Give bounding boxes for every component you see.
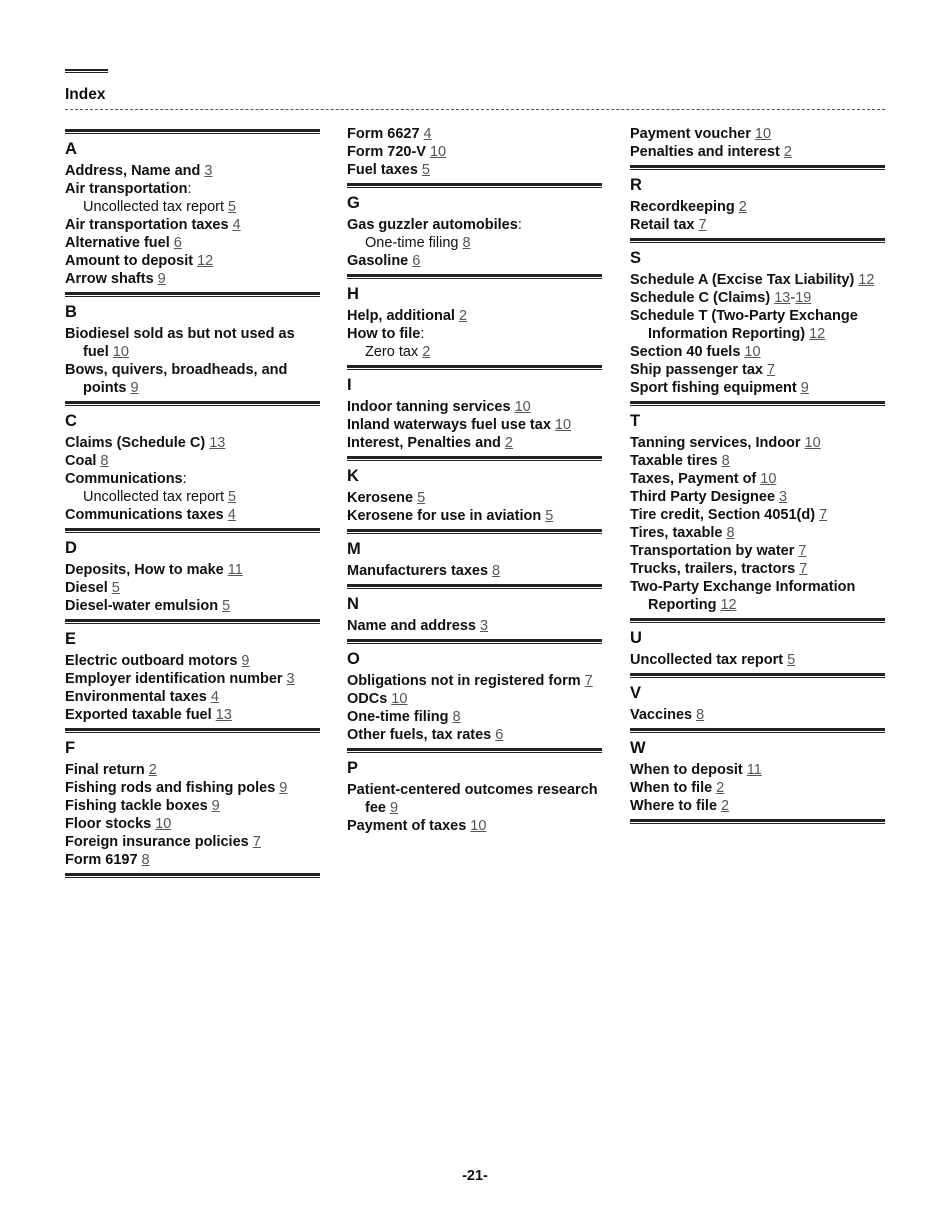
page-link[interactable]: 4 (227, 507, 236, 523)
index-entry (347, 708, 602, 726)
page-link[interactable]: 9 (130, 380, 139, 396)
page-link[interactable]: 12 (858, 272, 875, 288)
page-link[interactable]: 3 (479, 618, 489, 634)
index-subentry (65, 488, 320, 506)
section-divider (347, 584, 602, 589)
section-divider (347, 639, 602, 644)
section-letter: B (65, 303, 77, 321)
entry-term: Payment of taxes (347, 818, 467, 834)
index-entry (65, 688, 320, 706)
page-link[interactable]: 13 (774, 290, 791, 306)
page-link[interactable]: 6 (495, 727, 504, 743)
entry-term: Air transportation taxes (65, 217, 229, 233)
entry-term: Third Party Designee (630, 489, 776, 505)
section-divider (630, 238, 885, 243)
entry-term: Tires, taxable (630, 525, 723, 541)
section-divider (347, 456, 602, 461)
entry-term: Taxes, Payment of (630, 471, 757, 487)
section-letter: I (347, 376, 352, 394)
index-section (630, 165, 885, 234)
page-link[interactable]: 7 (798, 543, 807, 559)
page-link[interactable]: 10 (804, 435, 821, 451)
index-section (347, 183, 602, 270)
page-link[interactable]: 8 (696, 707, 705, 723)
index-entry (630, 289, 885, 307)
index-section (347, 748, 602, 835)
index-section (65, 728, 320, 878)
index-entry (347, 489, 602, 507)
index-entry (65, 652, 320, 670)
entry-colon: : (517, 217, 522, 233)
entry-colon: : (420, 326, 425, 342)
page-link[interactable]: 19 (795, 290, 812, 306)
page-link[interactable]: 8 (492, 563, 501, 579)
entry-term: Exported taxable fuel (65, 707, 212, 723)
index-section (65, 401, 320, 524)
page-link[interactable]: 3 (779, 489, 788, 505)
index-section (65, 528, 320, 615)
index-entry (347, 325, 602, 343)
entry-term: Final return (65, 762, 145, 778)
page-link[interactable]: 5 (228, 199, 237, 215)
entry-term: Bows, quivers, broadheads, and points (65, 362, 288, 396)
entry-term: Gas guzzler automobiles (347, 217, 518, 233)
page-link[interactable]: 9 (157, 271, 166, 287)
index-entry (630, 651, 885, 669)
index-column-3 (630, 125, 885, 829)
page-number: -21- (462, 1168, 488, 1184)
entry-term: Where to file (630, 798, 718, 814)
entry-term: Tire credit, Section 4051(d) (630, 507, 816, 523)
section-letter: F (65, 739, 76, 757)
index-entry (630, 361, 885, 379)
index-entry (347, 307, 602, 325)
entry-term: Payment voucher (630, 126, 751, 142)
entry-term: Kerosene (347, 490, 414, 506)
page-link[interactable]: 4 (232, 217, 241, 233)
section-divider (65, 129, 320, 134)
index-entry (347, 398, 602, 416)
section-letter: N (347, 595, 359, 613)
index-entry (347, 434, 602, 452)
section-letter: E (65, 630, 77, 648)
page-link[interactable]: 3 (204, 163, 213, 179)
entry-term: Penalties and interest (630, 144, 780, 160)
index-entry (630, 524, 885, 542)
index-section (630, 238, 885, 397)
entry-term: Other fuels, tax rates (347, 727, 492, 743)
index-section (347, 639, 602, 744)
section-letter: O (347, 650, 360, 668)
section-letter: S (630, 249, 642, 267)
entry-term: Kerosene for use in aviation (347, 508, 542, 524)
entry-term: Coal (65, 453, 97, 469)
page-link[interactable]: 9 (800, 380, 809, 396)
entry-term: When to deposit (630, 762, 743, 778)
index-entry (347, 562, 602, 580)
index-entry (65, 579, 320, 597)
section-letter: T (630, 412, 641, 430)
entry-term: Schedule A (Excise Tax Liability) (630, 272, 855, 288)
section-letter: G (347, 194, 360, 212)
index-subentry (347, 234, 602, 252)
page-link[interactable]: 10 (760, 471, 777, 487)
index-entry (65, 797, 320, 815)
section-divider (65, 873, 320, 878)
page-link[interactable]: 5 (545, 508, 554, 524)
section-divider (630, 618, 885, 623)
section-divider (630, 819, 885, 824)
entry-term: Gasoline (347, 253, 409, 269)
section-divider (65, 292, 320, 297)
page-link[interactable]: 8 (141, 852, 150, 868)
section-divider (347, 529, 602, 534)
index-section (347, 274, 602, 361)
page-link[interactable]: 2 (721, 798, 730, 814)
entry-term: Sport fishing equipment (630, 380, 797, 396)
page-link[interactable]: 8 (462, 235, 471, 251)
index-section (630, 618, 885, 669)
page-link[interactable]: 8 (452, 709, 461, 725)
index-entry (65, 162, 320, 180)
index-entry (65, 706, 320, 724)
entry-term: Fishing rods and fishing poles (65, 780, 276, 796)
page-link[interactable]: 7 (766, 362, 776, 378)
page-link[interactable]: 5 (421, 162, 430, 178)
page-link[interactable]: 6 (412, 253, 421, 269)
index-entry (630, 578, 885, 614)
index-section (347, 125, 602, 179)
index-section (347, 365, 602, 452)
index-entry (630, 307, 885, 343)
entry-term: Electric outboard motors (65, 653, 238, 669)
page-link[interactable]: 12 (197, 253, 214, 269)
section-letter: D (65, 539, 77, 557)
entry-term: Diesel-water emulsion (65, 598, 219, 614)
section-divider (630, 673, 885, 678)
index-entry (65, 270, 320, 288)
entry-term: Help, additional (347, 308, 455, 324)
index-column-1 (65, 125, 320, 883)
entry-term: ODCs (347, 691, 388, 707)
index-section (630, 673, 885, 724)
index-entry (347, 781, 602, 817)
page-link[interactable]: 2 (148, 762, 157, 778)
entry-term: Transportation by water (630, 543, 795, 559)
index-entry (65, 180, 320, 198)
section-letter: K (347, 467, 359, 485)
index-entry (65, 833, 320, 851)
entry-term: Patient-centered outcomes research fee (347, 782, 598, 816)
entry-term: Alternative fuel (65, 235, 170, 251)
index-entry (630, 434, 885, 452)
entry-colon: : (182, 471, 187, 487)
index-section (65, 129, 320, 288)
page-link[interactable]: 12 (809, 326, 826, 342)
index-entry (65, 361, 320, 397)
index-subentry (347, 343, 602, 361)
page-link[interactable]: 10 (112, 344, 129, 360)
index-entry (65, 470, 320, 488)
section-divider (347, 183, 602, 188)
entry-term: When to file (630, 780, 713, 796)
index-entry (630, 779, 885, 797)
entry-term: Schedule T (Two-Party Exchange Information Reporting) (630, 308, 858, 342)
entry-term: Taxable tires (630, 453, 718, 469)
page-link[interactable]: 13 (215, 707, 232, 723)
index-entry (65, 761, 320, 779)
section-letter: R (630, 176, 642, 194)
page-link[interactable]: 2 (738, 199, 747, 215)
index-entry (65, 434, 320, 452)
section-divider (630, 728, 885, 733)
page-link[interactable]: 7 (252, 834, 261, 850)
index-entry (347, 690, 602, 708)
entry-term: Fishing tackle boxes (65, 798, 208, 814)
entry-label: One-time filing (365, 235, 459, 251)
entry-term: Foreign insurance policies (65, 834, 249, 850)
page-link[interactable]: 11 (227, 562, 243, 578)
entry-term: Amount to deposit (65, 253, 194, 269)
page-link[interactable]: 9 (389, 800, 399, 816)
index-entry (630, 216, 885, 234)
entry-term: Vaccines (630, 707, 693, 723)
entry-term: Arrow shafts (65, 271, 154, 287)
entry-term: Environmental taxes (65, 689, 207, 705)
page-link[interactable]: 12 (720, 597, 737, 613)
page-link[interactable]: 8 (100, 453, 109, 469)
title-divider (65, 109, 885, 110)
entry-term: Obligations not in registered form (347, 673, 581, 689)
index-entry (65, 216, 320, 234)
section-letter: P (347, 759, 359, 777)
index-entry (65, 506, 320, 524)
index-entry (65, 815, 320, 833)
entry-label: Uncollected tax report (83, 489, 225, 505)
entry-term: Communications taxes (65, 507, 224, 523)
index-entry (347, 817, 602, 835)
index-entry (630, 271, 885, 289)
index-section (630, 401, 885, 614)
entry-colon: : (187, 181, 192, 197)
page-link[interactable]: 5 (111, 580, 120, 596)
entry-term: Diesel (65, 580, 108, 596)
entry-term: Communications (65, 471, 183, 487)
page-link[interactable]: 2 (716, 780, 725, 796)
entry-term: Interest, Penalties and (347, 435, 501, 451)
page-link[interactable]: 10 (554, 417, 572, 433)
section-letter: C (65, 412, 77, 430)
page-link[interactable]: 4 (423, 126, 432, 142)
entry-term: Retail tax (630, 217, 695, 233)
entry-term: Biodiesel sold as but not used as fuel (65, 326, 295, 360)
index-section (630, 125, 885, 161)
section-divider (347, 274, 602, 279)
index-entry (65, 561, 320, 579)
index-entry (347, 726, 602, 744)
section-divider (65, 401, 320, 406)
index-entry (65, 670, 320, 688)
entry-term: Indoor tanning services (347, 399, 511, 415)
entry-term: Air transportation (65, 181, 188, 197)
entry-label: Uncollected tax report (83, 199, 225, 215)
page-link[interactable]: 7 (584, 673, 593, 689)
entry-term: Schedule C (Claims) (630, 290, 771, 306)
page-link[interactable]: 2 (504, 435, 513, 451)
section-divider (347, 365, 602, 370)
index-entry (347, 216, 602, 234)
index-entry (630, 506, 885, 524)
index-entry (630, 143, 885, 161)
index-entry (65, 252, 320, 270)
index-entry (347, 125, 602, 143)
page-link[interactable]: 2 (783, 144, 792, 160)
index-entry (630, 470, 885, 488)
index-entry (347, 161, 602, 179)
section-letter: M (347, 540, 361, 558)
index-entry (630, 343, 885, 361)
entry-term: Claims (Schedule C) (65, 435, 206, 451)
index-section (347, 584, 602, 635)
entry-term: Ship passenger tax (630, 362, 763, 378)
index-column-2 (347, 125, 602, 835)
page-link[interactable]: 9 (241, 653, 250, 669)
page-link[interactable]: 5 (228, 489, 237, 505)
section-letter: V (630, 684, 642, 702)
section-divider (347, 748, 602, 753)
section-letter: U (630, 629, 642, 647)
page-link[interactable]: 13 (209, 435, 226, 451)
page-link[interactable]: 5 (787, 652, 796, 668)
entry-term: Recordkeeping (630, 199, 735, 215)
entry-term: Uncollected tax report (630, 652, 784, 668)
entry-term: Employer identification number (65, 671, 283, 687)
index-entry (630, 542, 885, 560)
entry-term: Form 6197 (65, 852, 138, 868)
page-link[interactable]: 10 (744, 344, 761, 360)
range-dash: - (790, 290, 796, 306)
index-subentry (65, 198, 320, 216)
page-link[interactable]: 7 (698, 217, 707, 233)
entry-term: Section 40 fuels (630, 344, 741, 360)
page-link[interactable]: 10 (514, 399, 531, 415)
page-link[interactable]: 8 (726, 525, 735, 541)
entry-term: Name and address (347, 618, 476, 634)
section-letter: A (65, 140, 77, 158)
page-link[interactable]: 5 (417, 490, 426, 506)
page-link[interactable]: 10 (429, 144, 447, 160)
index-entry (630, 125, 885, 143)
entry-term: Manufacturers taxes (347, 563, 489, 579)
index-entry (65, 234, 320, 252)
index-entry (347, 143, 602, 161)
section-letter: H (347, 285, 359, 303)
page-link[interactable]: 10 (754, 126, 772, 142)
page-link[interactable]: 6 (173, 235, 182, 251)
entry-term: Floor stocks (65, 816, 152, 832)
page-link[interactable]: 9 (211, 798, 220, 814)
section-divider (65, 728, 320, 733)
index-entry (347, 617, 602, 635)
page-link[interactable]: 10 (470, 818, 487, 834)
page-link[interactable]: 2 (422, 344, 431, 360)
index-entry (347, 507, 602, 525)
index-section (347, 529, 602, 580)
entry-term: Fuel taxes (347, 162, 418, 178)
page-link[interactable]: 7 (819, 507, 828, 523)
index-entry (630, 560, 885, 578)
index-entry (65, 325, 320, 361)
index-entry (630, 797, 885, 815)
entry-term: How to file (347, 326, 421, 342)
entry-term: One-time filing (347, 709, 449, 725)
index-section (65, 292, 320, 397)
entry-term: Trucks, trailers, tractors (630, 561, 796, 577)
index-entry (65, 851, 320, 869)
index-entry (630, 488, 885, 506)
index-entry (630, 379, 885, 397)
index-entry (347, 672, 602, 690)
index-section (347, 456, 602, 525)
page-link[interactable]: 5 (222, 598, 231, 614)
index-entry (630, 706, 885, 724)
index-entry (630, 452, 885, 470)
index-section (65, 619, 320, 724)
entry-term: Form 6627 (347, 126, 420, 142)
index-entry (630, 198, 885, 216)
section-divider (65, 619, 320, 624)
index-entry (65, 779, 320, 797)
entry-term: Tanning services, Indoor (630, 435, 801, 451)
entry-term: Form 720-V (347, 144, 426, 160)
page-link[interactable]: 10 (391, 691, 408, 707)
section-divider (65, 528, 320, 533)
section-divider (630, 165, 885, 170)
section-divider (630, 401, 885, 406)
page-link[interactable]: 7 (799, 561, 808, 577)
entry-term: Two-Party Exchange Information Reporting (630, 579, 856, 613)
page-link[interactable]: 3 (286, 671, 295, 687)
index-entry (347, 252, 602, 270)
entry-term: Deposits, How to make (65, 562, 224, 578)
header-rule (65, 69, 108, 73)
page-link[interactable]: 2 (458, 308, 468, 324)
entry-term: Inland waterways fuel use tax (347, 417, 551, 433)
index-entry (347, 416, 602, 434)
index-entry (630, 761, 885, 779)
page-link[interactable]: 9 (279, 780, 288, 796)
entry-label: Zero tax (365, 344, 419, 360)
page-title: Index (65, 86, 106, 103)
page-link[interactable]: 8 (721, 453, 730, 469)
index-entry (65, 597, 320, 615)
index-section (630, 728, 885, 824)
page-link[interactable]: 10 (155, 816, 172, 832)
section-letter: W (630, 739, 646, 757)
page-link[interactable]: 4 (210, 689, 219, 705)
index-entry (65, 452, 320, 470)
entry-term: Address, Name and (65, 163, 201, 179)
page-link[interactable]: 11 (746, 762, 762, 778)
